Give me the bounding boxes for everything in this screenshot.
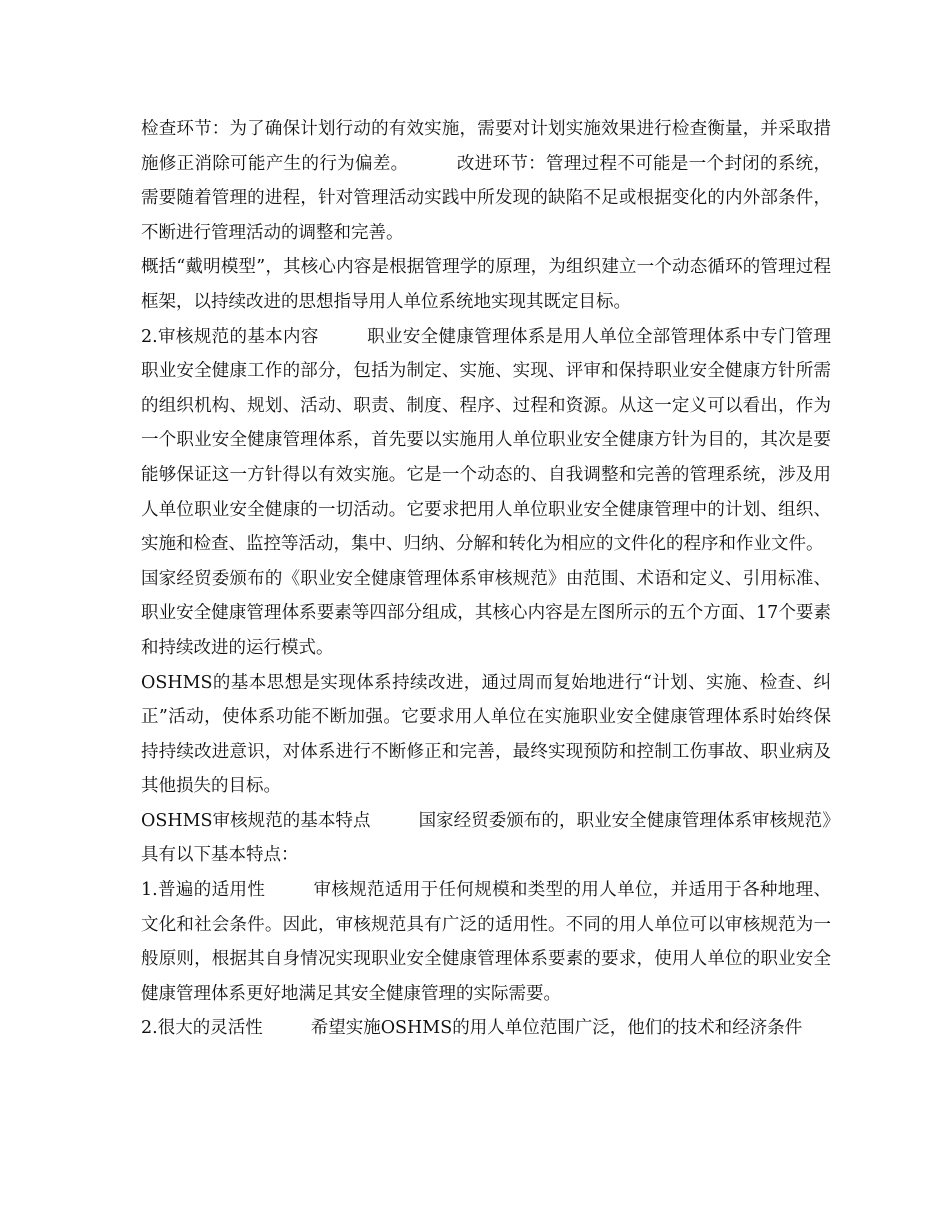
- paragraph-audit-content: [141, 320, 831, 562]
- paragraph-text: 检查环节：为了确保计划行动的有效实施，需要对计划实施效果进行检查衡量，并采取措施修正消除可能产生的行为偏差。: [141, 119, 831, 174]
- paragraph-text: 国家经贸委颁布的《职业安全健康管理体系审核规范》由范围、术语和定义、引用标准、职业安全健康管理体系要素等四部分组成，其核心内容是左图所示的五个方面、17个要素和持续改进的运行模式。: [141, 568, 831, 658]
- section-heading: 2.审核规范的基本内容: [141, 326, 319, 347]
- paragraph-tail: 希望实施OSHMS的用人单位范围广泛，他们的技术和经济条件: [310, 1018, 803, 1039]
- paragraph-tail: 改进环节：管理过程不可能是一个封闭的系统，需要随着管理的进程，针对管理活动实践中所发现的缺陷不足或根据变化的内外部条件，不断进行管理活动的调整和完善。: [141, 153, 831, 243]
- paragraph-deming-model: [141, 250, 831, 319]
- paragraph-flexibility: [141, 1011, 831, 1046]
- paragraph-applicability: [141, 873, 831, 1011]
- paragraph-oshms-idea: [141, 666, 831, 804]
- paragraph-text: OSHMS的基本思想是实现体系持续改进，通过周而复始地进行“计划、实施、检查、纠正”活动，使体系功能不断加强。它要求用人单位在实施职业安全健康管理体系时始终保持持续改进意识，对体系进行不断修正和完善，最终实现预防和控制工伤事故、职业病及其他损失的目标。: [141, 672, 831, 797]
- paragraph-oshms-features: [141, 804, 831, 873]
- paragraph-text: 概括“戴明模型”，其核心内容是根据管理学的原理，为组织建立一个动态循环的管理过程框架，以持续改进的思想指导用人单位系统地实现其既定目标。: [141, 257, 831, 312]
- paragraph-check-improve: [141, 112, 831, 250]
- section-heading: 1.普遍的适用性: [141, 880, 266, 901]
- paragraph-tail: 国家经贸委颁布的，职业安全健康管理体系审核规范》具有以下基本特点：: [141, 810, 831, 866]
- paragraph-tail: 审核规范适用于任何规模和类型的用人单位，并适用于各种地理、文化和社会条件。因此，审核规范具有广泛的适用性。不同的用人单位可以审核规范为一般原则，根据其自身情况实现职业安全健康管理体系要素的要求，使用人单位的职业安全健康管理体系更好地满足其安全健康管理的实际需要。: [141, 880, 831, 1004]
- section-heading: 2.很大的灵活性: [141, 1018, 263, 1039]
- section-heading: OSHMS审核规范的基本特点: [141, 810, 371, 831]
- document-body: [141, 112, 831, 1046]
- paragraph-audit-spec: [141, 562, 831, 666]
- paragraph-tail: 职业安全健康管理体系是用人单位全部管理体系中专门管理职业安全健康工作的部分，包括为制定、实施、实现、评审和保持职业安全健康方针所需的组织机构、规划、活动、职责、制度、程序、过程和资源。从这一定义可以看出，作为一个职业安全健康管理体系，首先要以实施用人单位职业安全健康方针为目的，其次是要能够保证这一方针得以有效实施。它是一个动态的、自我调整和完善的管理系统，涉及用人单位职业安全健康的一切活动。它要求把用人单位职业安全健康管理中的计划、组织、实施和检查、监控等活动，集中、归纳、分解和转化为相应的文件化的程序和作业文件。: [141, 326, 832, 555]
